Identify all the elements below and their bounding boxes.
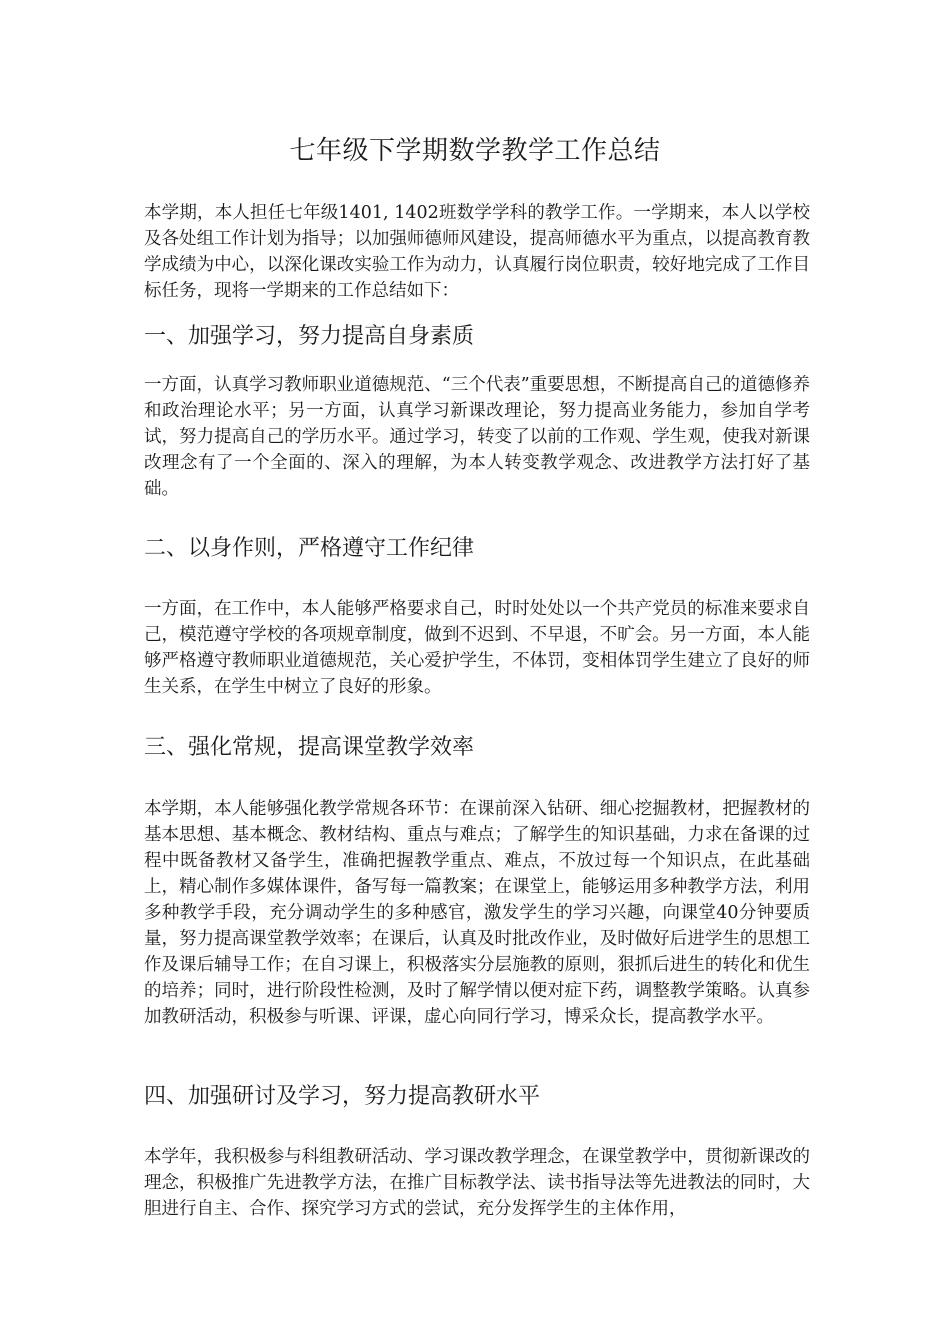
section-1-heading: 一、加强学习，努力提高自身素质 [144,324,475,349]
section-2-heading: 二、以身作则，严格遵守工作纪律 [144,536,475,561]
section-2-body: 一方面，在工作中，本人能够严格要求自己，时时处处以一个共产党员的标准来要求自己，模范遵守学校的各项规章制度，做到不迟到、不早退，不旷会。另一方面，本人能够严格遵守教师职业道德规范，关心爱护学生，不体罚，变相体罚学生建立了良好的师生关系，在学生中树立了良好的形象。 [144,599,810,697]
section-3-heading: 三、强化常规，提高课堂教学效率 [144,735,475,760]
section-1-body: 一方面，认真学习教师职业道德规范、“三个代表”重要思想，不断提高自己的道德修养和政治理论水平；另一方面，认真学习新课改理论，努力提高业务能力，参加自学考试，努力提高自己的学历水平。通过学习，转变了以前的工作观、学生观，使我对新课改理念有了一个全面的、深入的理解，为本人转变教学观念、改进教学方法打好了基础。 [144,375,810,499]
section-4-heading: 四、加强研讨及学习，努力提高教研水平 [144,1084,541,1109]
section-4-body: 本学年，我积极参与科组教研活动、学习课改教学理念，在课堂教学中，贯彻新课改的理念，积极推广先进教学方法，在推广目标教学法、读书指导法等先进教法的同时，大胆进行自主、合作、探究学习方式的尝试，充分发挥学生的主体作用， [144,1147,810,1219]
intro-paragraph: 本学期，本人担任七年级1401, 1402班数学学科的教学工作。一学期来，本人以学校及各处组工作计划为指导；以加强师德师风建设，提高师德水平为重点，以提高教育教学成绩为中心，以深化课改实验工作为动力，认真履行岗位职责，较好地完成了工作目标任务，现将一学期来的工作总结如下： [144,203,810,301]
section-3-body: 本学期，本人能够强化教学常规各环节：在课前深入钻研、细心挖掘教材，把握教材的基本思想、基本概念、教材结构、重点与难点；了解学生的知识基础，力求在备课的过程中既备教材又备学生，准确把握教学重点、难点，不放过每一个知识点，在此基础上，精心制作多媒体课件，备写每一篇教案；在课堂上，能够运用多种教学方法，利用多种教学手段，充分调动学生的多种感官，激发学生的学习兴趣，向课堂40分钟要质量，努力提高课堂教学效率；在课后，认真及时批改作业，及时做好后进学生的思想工作及课后辅导工作；在自习课上，积极落实分层施教的原则，狠抓后进生的转化和优生的培养；同时，进行阶段性检测，及时了解学情以便对症下药，调整教学策略。认真参加教研活动，积极参与听课、评课，虚心向同行学习，博采众长，提高教学水平。 [144,799,810,1027]
document-title: 七年级下学期数学教学工作总结 [289,136,661,166]
